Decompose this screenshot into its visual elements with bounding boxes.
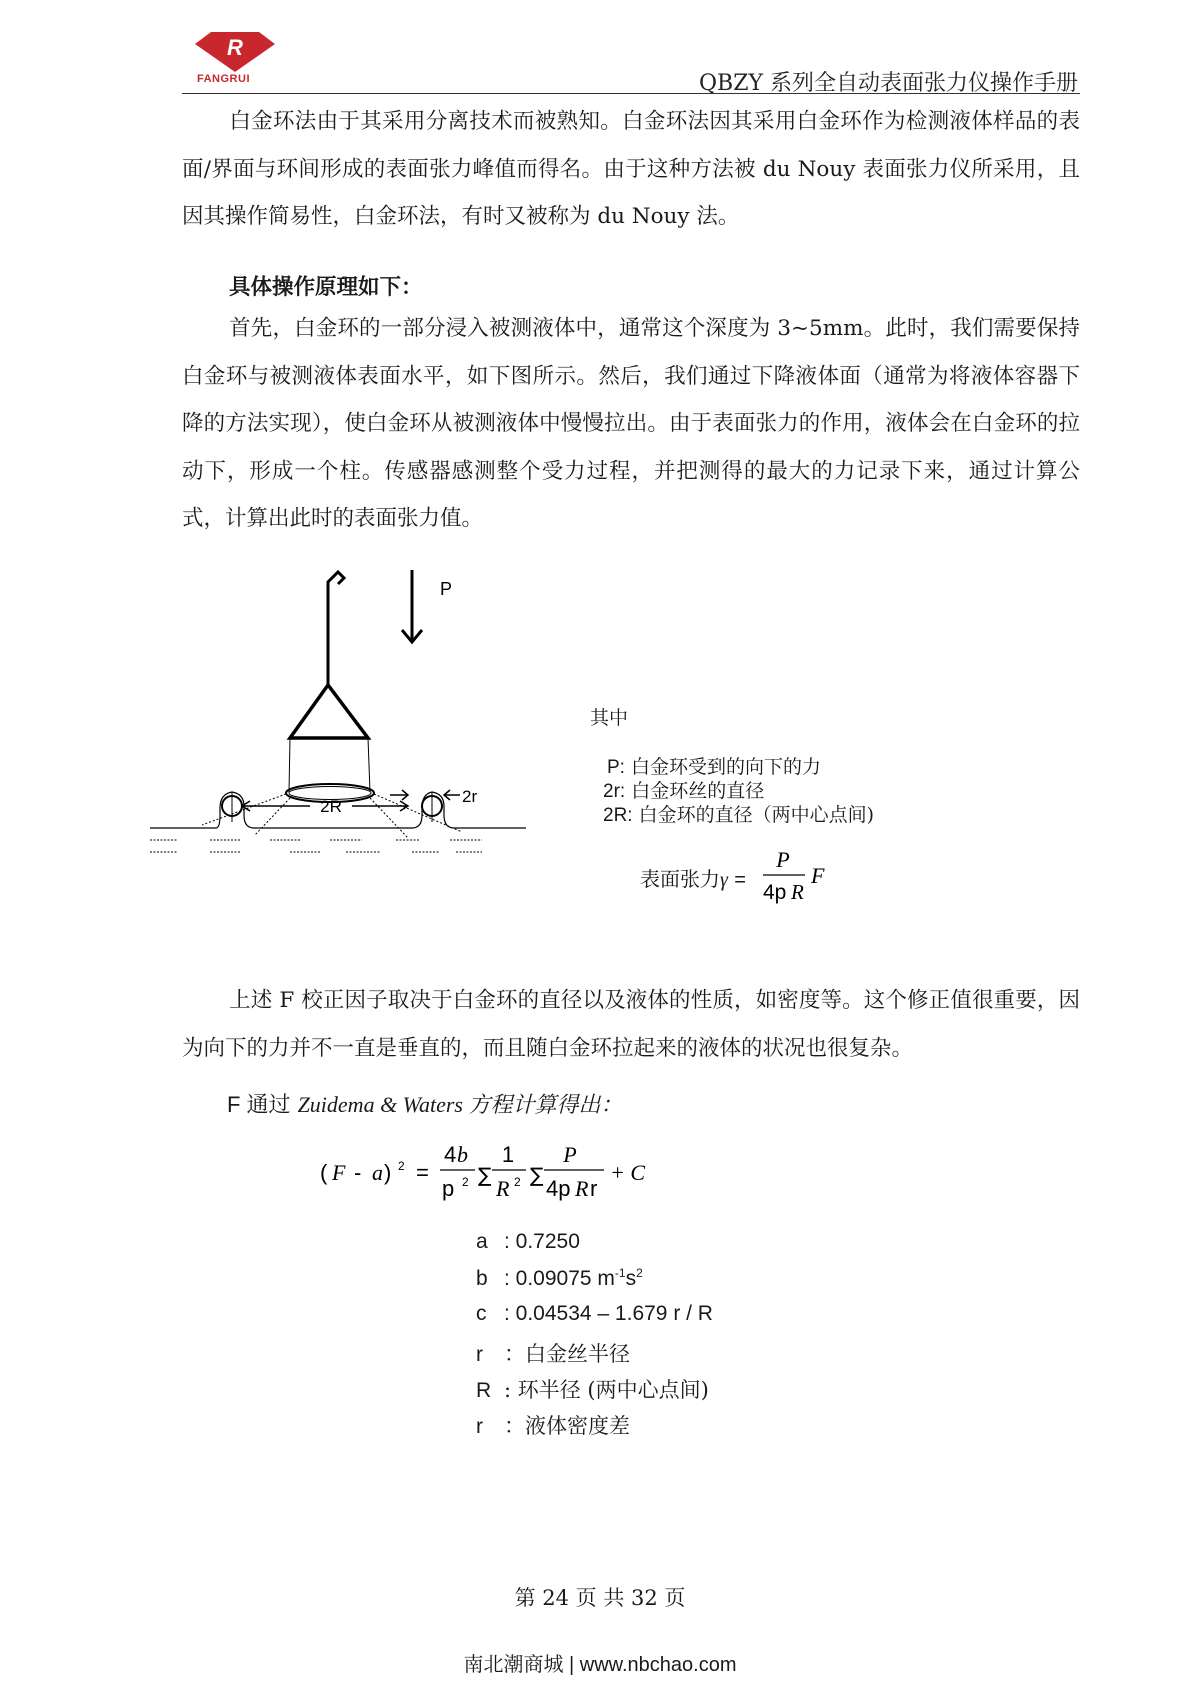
svg-text:4: 4 [444, 1142, 457, 1167]
ring-method-diagram [150, 570, 570, 880]
correction-paragraph: 上述 F 校正因子取决于白金环的直径以及液体的性质，如密度等。这个修正值很重要，因为向下的力并不一直是垂直的，而且随白金环拉起来的液体的状况也很复杂。 [182, 988, 1080, 1061]
svg-text:(: ( [320, 1160, 328, 1185]
svg-text:R: R [496, 1176, 510, 1201]
intro-paragraph: 白金环法由于其采用分离技术而被熟知。白金环法因其采用白金环作为检测液体样品的表面/界面与环间形成的表面张力峰值而得名。由于这种方法被 du Nouy 表面张力仪所采用，且因其操作简易性，白金环法，有时又被称为 du Nouy 法。 [182, 109, 1080, 229]
surface-tension-label: 表面张力γ = [640, 867, 746, 891]
svg-text:a: a [372, 1160, 383, 1185]
svg-text:r: r [590, 1176, 598, 1201]
svg-text:-: - [354, 1160, 362, 1185]
legend-item-2r: 2r: 白金环丝的直径 [603, 780, 765, 802]
site-watermark: 南北潮商城 | www.nbchao.com [463, 1654, 737, 1676]
svg-text:=: = [416, 1160, 429, 1185]
variable-r-wire: r ：白金丝半径 [476, 1342, 630, 1366]
variable-a: a : 0.7250 [476, 1230, 580, 1253]
svg-text:b: b [457, 1142, 468, 1167]
svg-text:∑: ∑ [478, 1163, 492, 1187]
logo-text: FANGRUI [197, 73, 250, 85]
svg-text:F: F [332, 1160, 346, 1185]
svg-text:∑: ∑ [530, 1163, 544, 1187]
svg-text:2: 2 [462, 1175, 469, 1189]
svg-text:R: R [575, 1176, 589, 1201]
zuidema-waters-formula [318, 1140, 698, 1208]
legend-item-p: P: 白金环受到的向下的力 [607, 756, 822, 778]
stirrup-right-line [368, 738, 370, 792]
svg-text:p: p [442, 1176, 455, 1201]
svg-text:4p: 4p [546, 1176, 571, 1201]
svg-text:1: 1 [501, 1142, 515, 1167]
force-label: P [440, 579, 453, 599]
ring-diameter-label: 2R [320, 797, 342, 816]
svg-text:): ) [384, 1160, 392, 1185]
legend-title: 其中 [590, 707, 629, 729]
variable-c: c : 0.04534 – 1.679 r / R [476, 1302, 713, 1325]
stirrup-triangle [290, 685, 368, 738]
svg-text:F: F [811, 863, 825, 888]
wire-diameter-label: 2r [462, 787, 478, 806]
zuidema-waters-line: F 通过 Zuidema & Waters 方程计算得出： [227, 1092, 623, 1117]
svg-text:R: R [791, 880, 804, 904]
header-title: QBZY 系列全自动表面张力仪操作手册 [698, 71, 1078, 96]
svg-text:+ C: + C [610, 1160, 646, 1185]
svg-text:P: P [776, 847, 790, 872]
surface-tension-fraction [755, 843, 825, 911]
variable-b: b : 0.09075 $m^{-1}s^2$ [476, 1266, 643, 1290]
legend-item-2R: 2R: 白金环的直径（两中心点间) [603, 804, 875, 826]
hook-shape [328, 572, 344, 687]
svg-text:P: P [563, 1142, 577, 1167]
variable-R-ring: R : 环半径 (两中心点间) [476, 1378, 709, 1402]
stirrup-left-line [289, 738, 290, 792]
page-number: 第 24 页 共 32 页 [514, 1586, 686, 1610]
variable-rho-density: r ：液体密度差 [476, 1414, 630, 1438]
logo-letter-mark: R [227, 35, 243, 60]
svg-text:2: 2 [514, 1175, 521, 1189]
svg-text:4p: 4p [763, 881, 787, 904]
svg-text:2: 2 [398, 1159, 405, 1173]
principle-heading: 具体操作原理如下： [229, 275, 423, 300]
header-rule [182, 93, 1080, 94]
principle-paragraph: 首先，白金环的一部分浸入被测液体中，通常这个深度为 3~5mm。此时，我们需要保持白金环与被测液体表面水平，如下图所示。然后，我们通过下降液体面（通常为将液体容器下降的方法实现），使白金环从被测液体中慢慢拉出。由于表面张力的作用，液体会在白金环的拉动下，形成一个柱。传感器感测整个受力过程，并把测得的最大的力记录下来，通过计算公式，计算出此时的表面张力值。 [182, 316, 1080, 531]
